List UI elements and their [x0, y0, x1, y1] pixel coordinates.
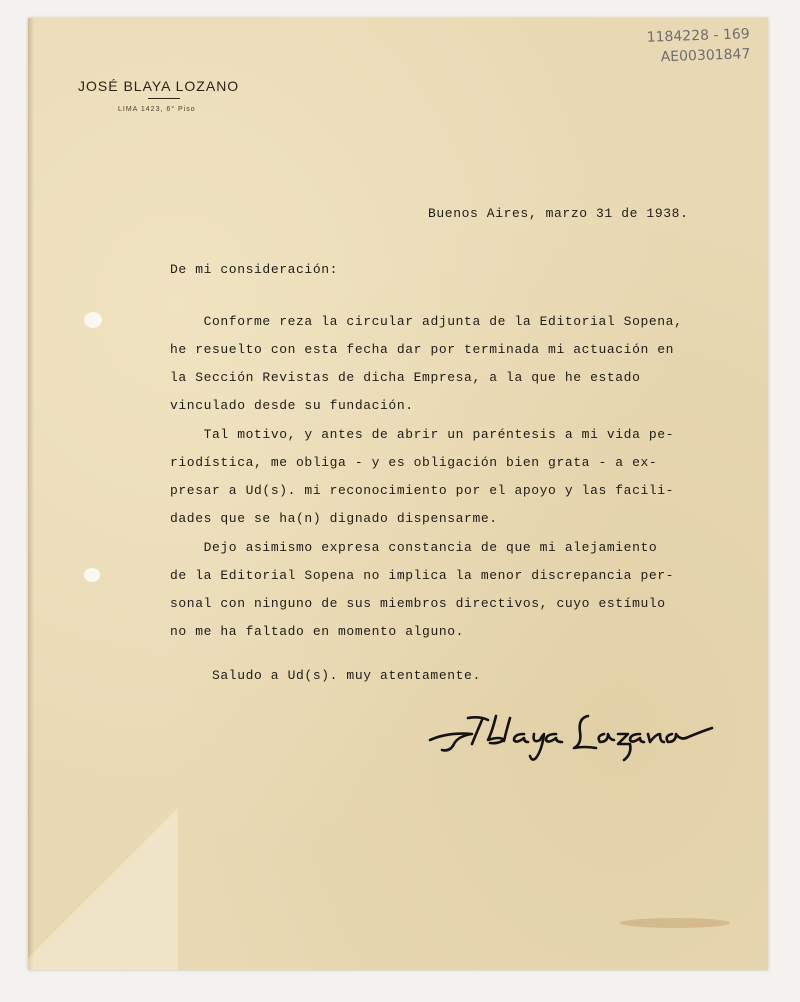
- paper-stain: [84, 568, 100, 582]
- letter-line: dades que se ha(n) dignado dispensarme.: [170, 511, 498, 526]
- archive-mark-1: 1184228 - 169: [646, 26, 750, 46]
- letter-line: vinculado desde su fundación.: [170, 398, 414, 413]
- letterhead-name: JOSÉ BLAYA LOZANO: [78, 78, 240, 94]
- letter-closing: Saludo a Ud(s). muy atentamente.: [212, 668, 481, 683]
- paper-stain: [84, 312, 102, 328]
- paper-fold: [28, 710, 178, 970]
- letter-salutation: De mi consideración:: [170, 262, 339, 277]
- handwritten-signature: [428, 710, 718, 766]
- letter-line: riodística, me obliga - y es obligación bien grata - a ex-: [170, 455, 658, 470]
- letter-line: de la Editorial Sopena no implica la menor discrepancia per-: [170, 568, 675, 583]
- letter-date: Buenos Aires, marzo 31 de 1938.: [428, 206, 689, 221]
- letter-line: sonal con ninguno de sus miembros directivos, cuyo estímulo: [170, 596, 666, 611]
- letterhead-rule: [148, 98, 180, 99]
- letterhead-address: LIMA 1423, 6° Piso: [118, 106, 196, 113]
- letter-line: no me ha faltado en momento alguno.: [170, 624, 465, 639]
- letter-line: presar a Ud(s). mi reconocimiento por el apoyo y las facili-: [170, 483, 675, 498]
- archive-marks: [646, 24, 750, 68]
- letter-line: la Sección Revistas de dicha Empresa, a la que he estado: [170, 370, 641, 385]
- letter-line: Conforme reza la circular adjunta de la Editorial Sopena,: [170, 314, 683, 329]
- paper-stain: [620, 918, 730, 928]
- letter-line: he resuelto con esta fecha dar por terminada mi actuación en: [170, 342, 675, 357]
- letter-line: Tal motivo, y antes de abrir un paréntesis a mi vida pe-: [170, 427, 675, 442]
- letter-line: Dejo asimismo expresa constancia de que mi alejamiento: [170, 540, 658, 555]
- archive-mark-2: AE00301847: [660, 46, 751, 66]
